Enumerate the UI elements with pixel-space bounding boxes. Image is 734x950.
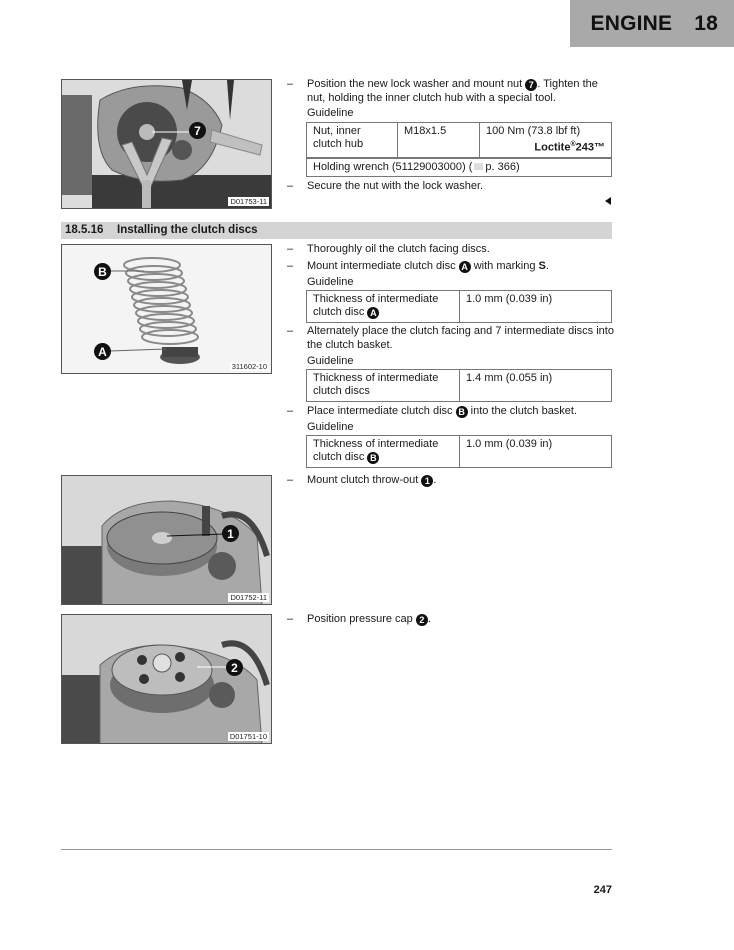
clutch-basket-photo-illustration <box>62 476 272 605</box>
marker-1-icon: 1 <box>421 475 433 487</box>
guideline-label: Guideline <box>307 107 354 119</box>
chapter-title: ENGINE <box>590 11 673 35</box>
section-title: Installing the clutch discs <box>117 224 258 236</box>
figure-id-label: D01751-10 <box>229 732 267 741</box>
figure-marker-2: 2 <box>226 659 243 676</box>
figure-id-label: D01753-11 <box>230 197 267 206</box>
pressure-cap-photo-illustration <box>62 615 272 744</box>
chapter-header <box>570 0 734 47</box>
marker-7-icon: 7 <box>525 79 537 91</box>
spec-torque-cell <box>480 123 612 158</box>
tool-cell <box>307 159 612 177</box>
list-dash: – <box>287 78 294 90</box>
thickness-value: 1.0 mm (0.039 in) <box>460 291 612 323</box>
figure-id-label: 311602-10 <box>231 362 267 371</box>
guideline-label: Guideline <box>307 421 354 433</box>
clutch-disc-stack-illustration <box>62 245 272 374</box>
disc-b-thickness-table: Thickness of intermediate clutch disc B 1.0 mm (0.039 in) <box>306 435 612 468</box>
step-text: Position the new lock washer and mount nut 7 . Tighten the nut, holding the inner clutch hub with a special tool. <box>307 78 598 104</box>
marker-2-icon: 2 <box>416 614 428 626</box>
torque-spec-table <box>306 122 612 158</box>
figure-marker-a: A <box>94 343 111 360</box>
thickness-value: 1.0 mm (0.039 in) <box>460 436 612 468</box>
marker-a-icon: A <box>367 307 379 319</box>
section-heading <box>61 222 612 239</box>
marker-a-icon: A <box>459 261 471 273</box>
figure-id-label: D01752-11 <box>230 593 267 602</box>
engine-photo-illustration <box>62 80 272 209</box>
section-number: 18.5.16 <box>65 224 104 236</box>
spec-thread: M18x1.5 <box>398 123 480 158</box>
page-number: 247 <box>593 884 612 896</box>
figure-pressure-cap <box>61 614 272 744</box>
figure-lock-nut <box>61 79 272 209</box>
guideline-label: Guideline <box>307 355 354 367</box>
footer-divider <box>61 849 612 850</box>
discs-thickness-table: Thickness of intermediate clutch discs 1.4 mm (0.055 in) <box>306 369 612 402</box>
figure-marker-1: 1 <box>222 525 239 542</box>
tool-page-ref[interactable]: p. 366) <box>485 161 520 173</box>
tool-name: Holding wrench (51129003000) ( <box>313 161 473 173</box>
book-ref-icon <box>474 163 483 170</box>
end-of-procedure-icon <box>605 197 611 205</box>
figure-marker-b: B <box>94 263 111 280</box>
guideline-label: Guideline <box>307 276 354 288</box>
figure-marker-7: 7 <box>189 122 206 139</box>
tool-table <box>306 158 612 177</box>
spec-part: Nut, inner clutch hub <box>307 123 398 158</box>
spec-adhesive: Loctite®243™ <box>534 141 605 154</box>
figure-clutch-throwout <box>61 475 272 605</box>
marker-b-icon: B <box>456 406 468 418</box>
marker-b-icon: B <box>367 452 379 464</box>
chapter-number: 18 <box>694 11 718 35</box>
thickness-value: 1.4 mm (0.055 in) <box>460 370 612 402</box>
spec-torque: 100 Nm (73.8 lbf ft) <box>486 125 581 137</box>
disc-a-thickness-table: Thickness of intermediate clutch disc A 1.0 mm (0.039 in) <box>306 290 612 323</box>
figure-clutch-discs <box>61 244 272 374</box>
